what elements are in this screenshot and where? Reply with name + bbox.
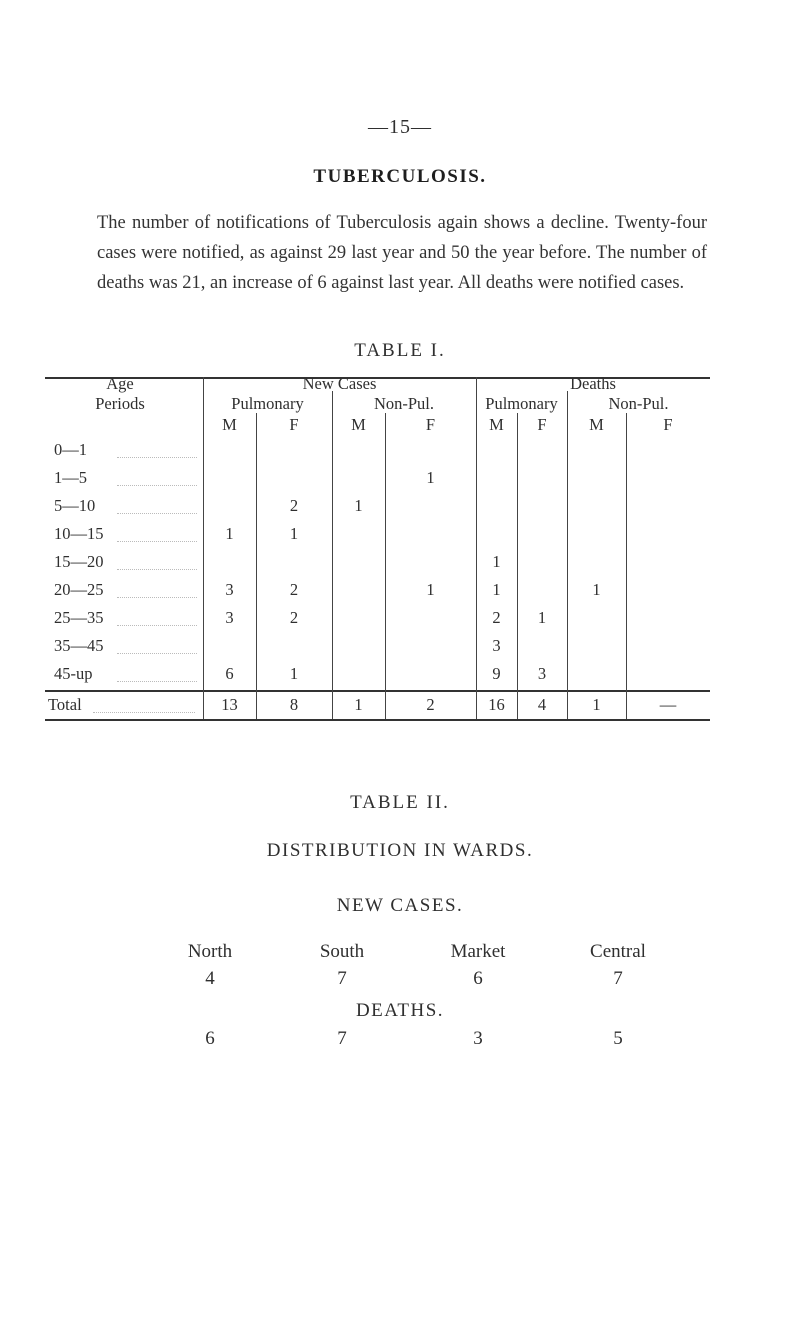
table1-col-divider <box>626 413 627 719</box>
ward-central-label: Central <box>590 941 646 962</box>
age-header: Age <box>106 374 134 393</box>
deaths-central: 5 <box>613 1028 623 1049</box>
table1-title: TABLE I. <box>354 340 446 361</box>
f-header: F <box>537 415 547 434</box>
table1-bottom-rule <box>45 719 710 721</box>
leader-dots <box>117 569 197 570</box>
table1-col-divider <box>385 413 386 719</box>
table1-cell: 3 <box>225 608 234 627</box>
table1-cell: 2 <box>289 580 299 599</box>
leader-dots <box>117 485 197 486</box>
age-period-label: 5—10 <box>54 496 96 515</box>
table1-cell: 1 <box>592 580 601 599</box>
table1-cell: 2 <box>492 608 501 627</box>
f-header: F <box>425 415 436 434</box>
table1 <box>45 367 710 759</box>
f-header: F <box>663 415 673 434</box>
periods-header: Periods <box>95 394 145 413</box>
table1-total-cell: 8 <box>289 695 299 714</box>
table1-total-cell: 13 <box>221 695 238 714</box>
leader-dots <box>117 457 197 458</box>
m-header: M <box>589 415 604 434</box>
table1-cell: 1 <box>289 664 299 683</box>
table1-cell: 1 <box>289 524 299 543</box>
new-cases-heading: NEW CASES. <box>336 895 464 916</box>
table1-cell: 1 <box>426 580 435 599</box>
intro-paragraph: The number of notifications of Tuberculosis again shows a decline. Twenty-four cases were notified, as against 29 last year and 50 the year before. The number of deaths was 21, an increase of 6 against last year. All deaths were notified cases. <box>97 213 707 293</box>
table1-total-cell: 16 <box>488 695 505 714</box>
non-pul-header: Non-Pul. <box>608 394 669 413</box>
page-number: —15— <box>368 116 432 138</box>
table1-total-cell: 1 <box>354 695 363 714</box>
age-period-label: 25—35 <box>54 608 104 627</box>
table1-cell: 9 <box>492 664 501 683</box>
leader-dots <box>117 681 197 682</box>
table1-cell: 2 <box>289 608 299 627</box>
section-title: TUBERCULOSIS. <box>313 166 487 187</box>
table1-total-rule <box>45 690 710 692</box>
table1-total-cell: 1 <box>592 695 601 714</box>
table1-cell: 1 <box>354 496 363 515</box>
age-period-label: 35—45 <box>54 636 104 655</box>
leader-dots <box>93 712 195 713</box>
m-header: M <box>222 415 237 434</box>
total-label: Total <box>48 695 82 714</box>
deaths-north: 6 <box>205 1028 215 1049</box>
table1-col-divider <box>332 391 333 719</box>
pulmonary-header: Pulmonary <box>485 394 558 413</box>
deaths-heading: DEATHS. <box>355 1000 445 1021</box>
new-cases-south: 7 <box>337 968 347 989</box>
leader-dots <box>117 513 197 514</box>
table1-cell: 2 <box>289 496 299 515</box>
ward-south-label: South <box>319 941 365 962</box>
age-period-label: 0—1 <box>54 440 87 459</box>
new-cases-market: 6 <box>473 968 483 989</box>
table1-total-cell: 4 <box>537 695 547 714</box>
table1-cell: 1 <box>225 524 234 543</box>
m-header: M <box>351 415 366 434</box>
table1-cell: 3 <box>225 580 234 599</box>
table1-cell: 1 <box>537 608 547 627</box>
non-pul-header: Non-Pul. <box>373 394 435 413</box>
m-header: M <box>489 415 504 434</box>
deaths-market: 3 <box>473 1028 483 1049</box>
deaths-south: 7 <box>337 1028 347 1049</box>
ward-market-label: Market <box>450 941 506 962</box>
age-period-label: 15—20 <box>54 552 104 571</box>
table1-cell: 3 <box>492 636 501 655</box>
table1-cell: 3 <box>537 664 547 683</box>
table2-title: TABLE II. <box>350 792 450 813</box>
new-cases-north: 4 <box>205 968 215 989</box>
leader-dots <box>117 653 197 654</box>
deaths-header: Deaths <box>570 374 616 393</box>
table1-cell: 1 <box>426 468 435 487</box>
table1-total-cell: — <box>659 695 677 714</box>
leader-dots <box>117 541 197 542</box>
table2-subtitle: DISTRIBUTION IN WARDS. <box>266 840 534 861</box>
leader-dots <box>117 625 197 626</box>
age-period-label: 45-up <box>54 664 93 683</box>
age-period-label: 1—5 <box>54 468 87 487</box>
new-cases-header: New Cases <box>302 374 377 393</box>
f-header: F <box>289 415 299 434</box>
table1-cell: 1 <box>492 580 501 599</box>
leader-dots <box>117 597 197 598</box>
table1-total-cell: 2 <box>426 695 435 714</box>
age-period-label: 20—25 <box>54 580 104 599</box>
pulmonary-header: Pulmonary <box>231 394 304 413</box>
ward-north-label: North <box>187 941 233 962</box>
table1-col-divider <box>567 391 568 719</box>
table1-cell: 6 <box>225 664 234 683</box>
age-period-label: 10—15 <box>54 524 104 543</box>
new-cases-central: 7 <box>613 968 623 989</box>
table1-cell: 1 <box>492 552 501 571</box>
